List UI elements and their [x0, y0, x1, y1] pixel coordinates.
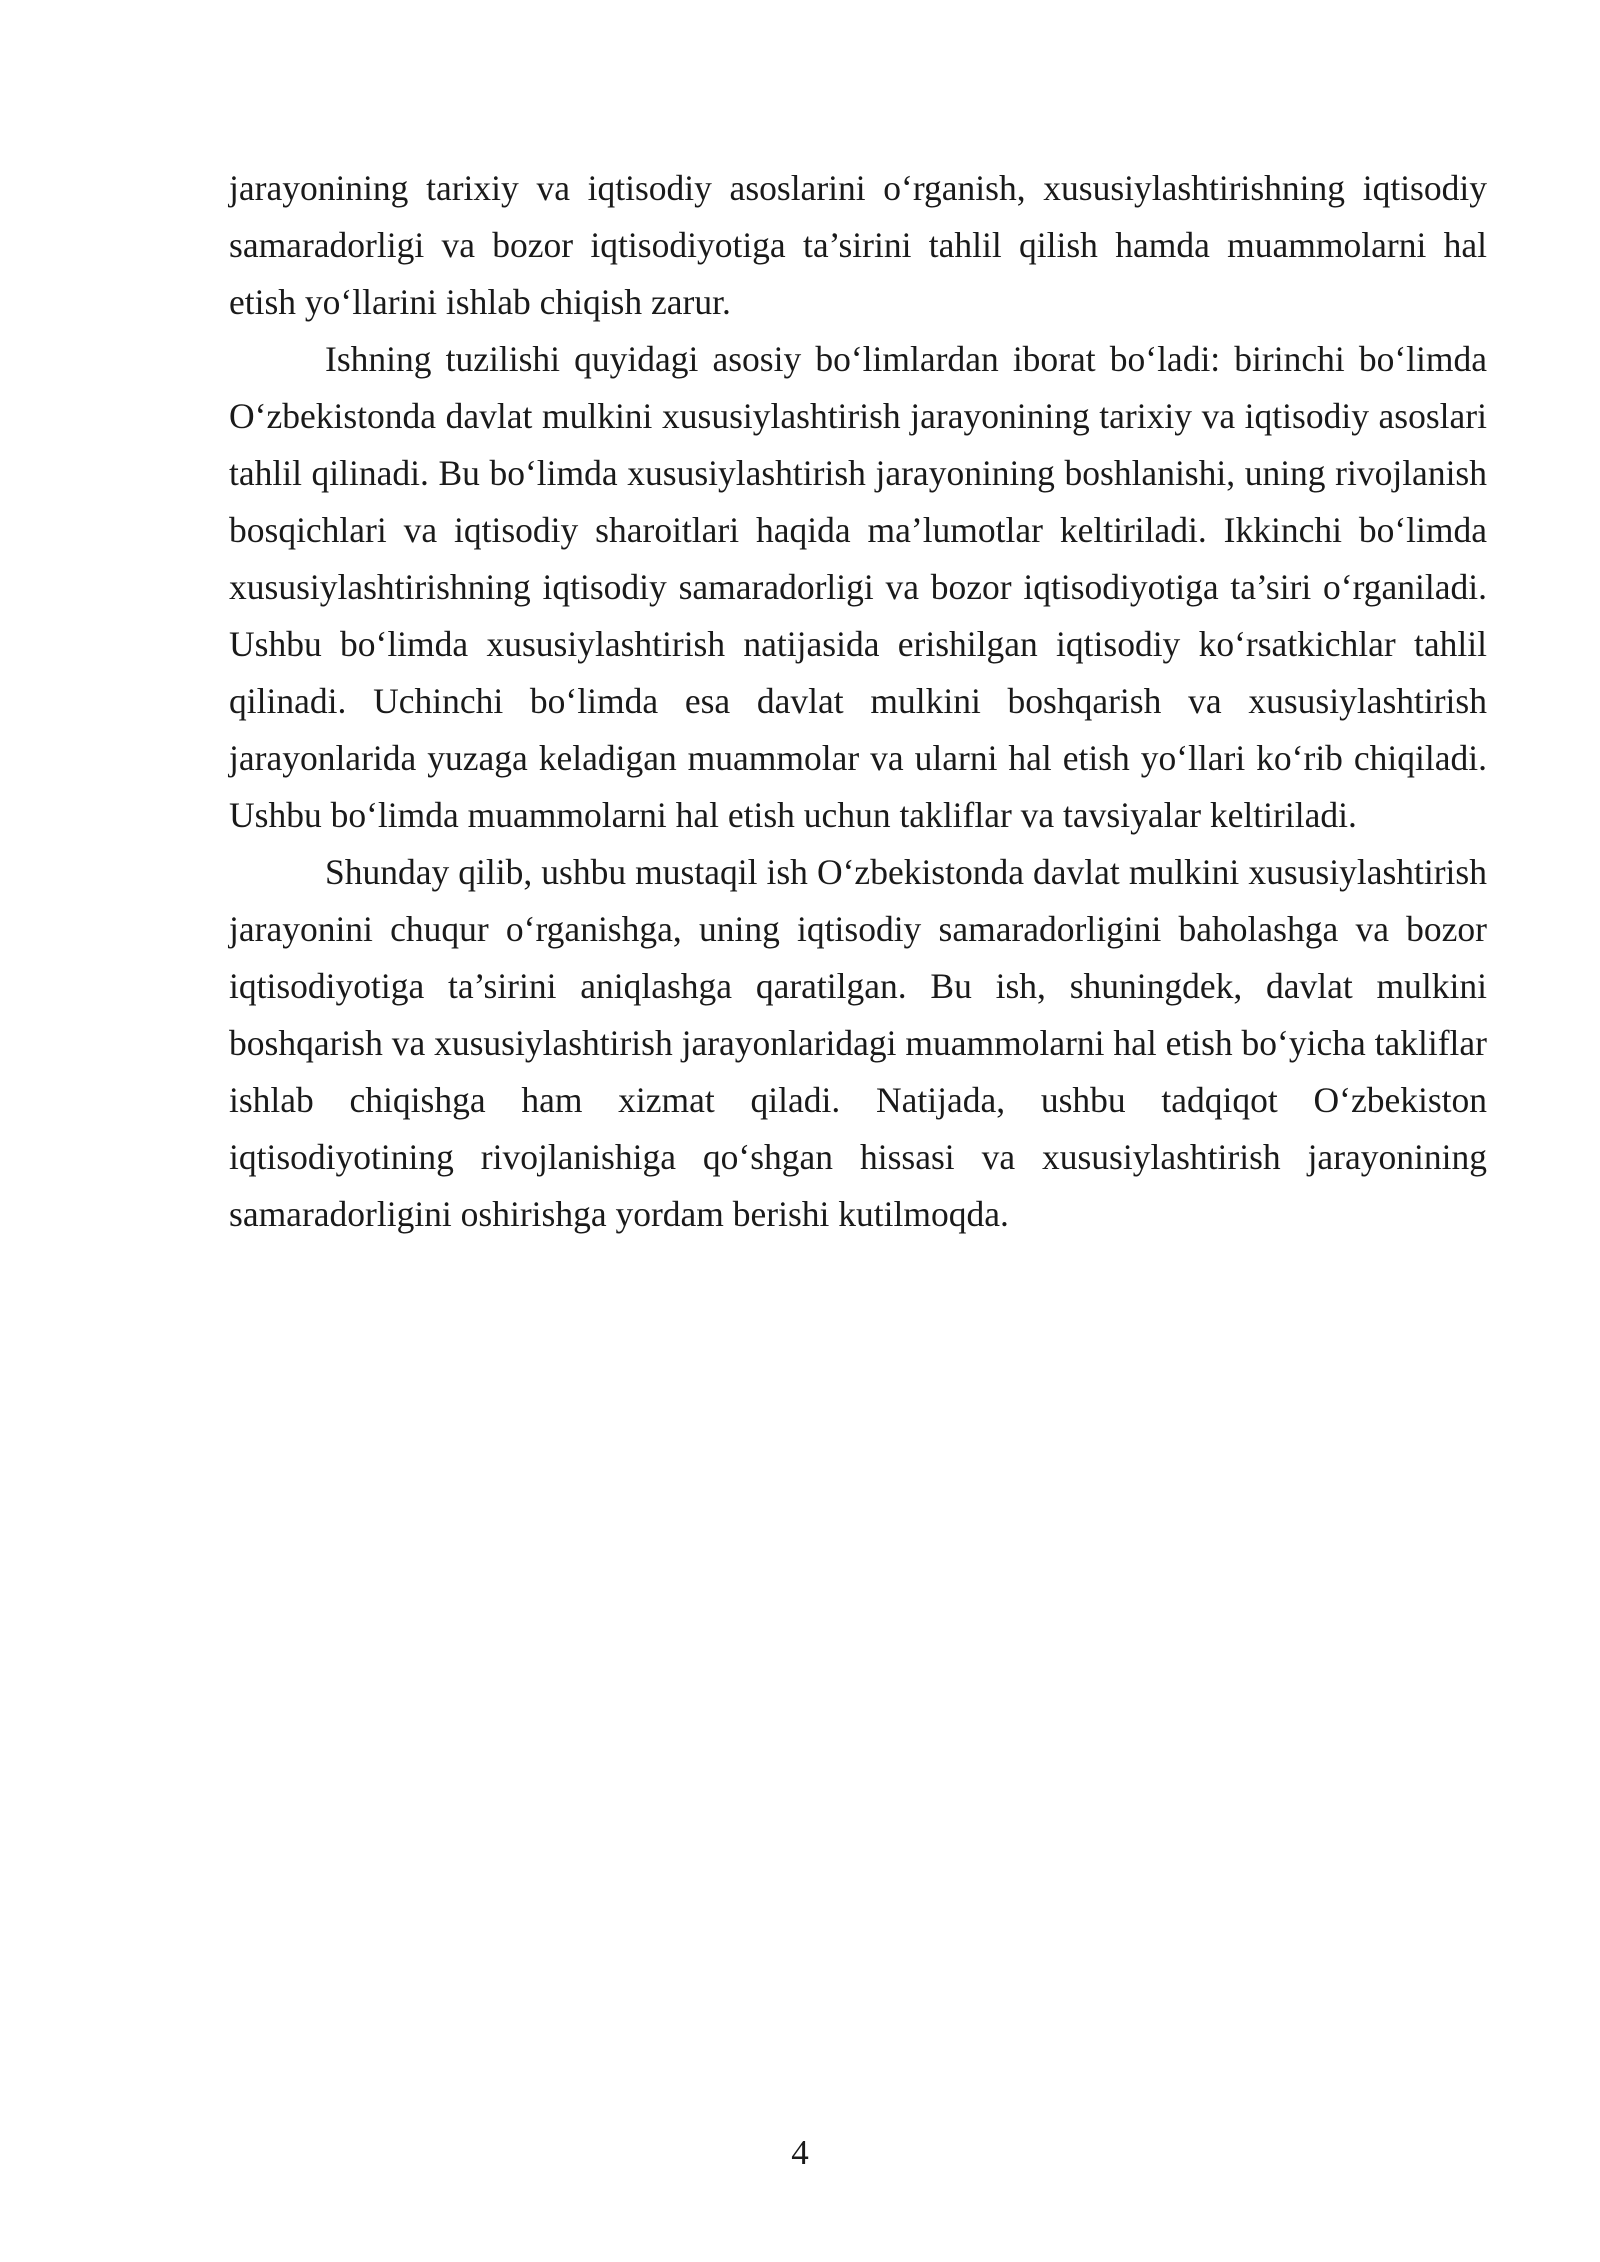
- paragraph-structure: Ishning tuzilishi quyidagi asosiy bo‘limlardan iborat bo‘ladi: birinchi bo‘limda O‘zbekistonda davlat mulkini xususiylashtirish jarayonining tarixiy va iqtisodiy asoslari tahlil qilinadi. Bu bo‘limda xususiylashtirish jarayonining boshlanishi, uning rivojlanish bosqichlari va iqtisodiy sharoitlari haqida ma’lumotlar keltiriladi. Ikkinchi bo‘limda xususiylashtirishning iqtisodiy samaradorligi va bozor iqtisodiyotiga ta’siri o‘rganiladi. Ushbu bo‘limda xususiylashtirish natijasida erishilgan iqtisodiy ko‘rsatkichlar tahlil qilinadi. Uchinchi bo‘limda esa davlat mulkini boshqarish va xususiylashtirish jarayonlarida yuzaga keladigan muammolar va ularni hal etish yo‘llari ko‘rib chiqiladi. Ushbu bo‘limda muammolarni hal etish uchun takliflar va tavsiyalar keltiriladi.: [229, 339, 1487, 835]
- document-body: [229, 160, 1487, 1243]
- paragraph-continuation: jarayonining tarixiy va iqtisodiy asoslarini o‘rganish, xususiylashtirishning iqtisodiy samaradorligi va bozor iqtisodiyotiga ta’sirini tahlil qilish hamda muammolarni hal etish yo‘llarini ishlab chiqish zarur.: [229, 168, 1487, 322]
- paragraph-conclusion: Shunday qilib, ushbu mustaqil ish O‘zbekistonda davlat mulkini xususiylashtirish jarayonini chuqur o‘rganishga, uning iqtisodiy samaradorligini baholashga va bozor iqtisodiyotiga ta’sirini aniqlashga qaratilgan. Bu ish, shuningdek, davlat mulkini boshqarish va xususiylashtirish jarayonlaridagi muammolarni hal etish bo‘yicha takliflar ishlab chiqishga ham xizmat qiladi. Natijada, ushbu tadqiqot O‘zbekiston iqtisodiyotining rivojlanishiga qo‘shgan hissasi va xususiylashtirish jarayonining samaradorligini oshirishga yordam berishi kutilmoqda.: [229, 852, 1487, 1234]
- page-number: 4: [791, 2133, 809, 2172]
